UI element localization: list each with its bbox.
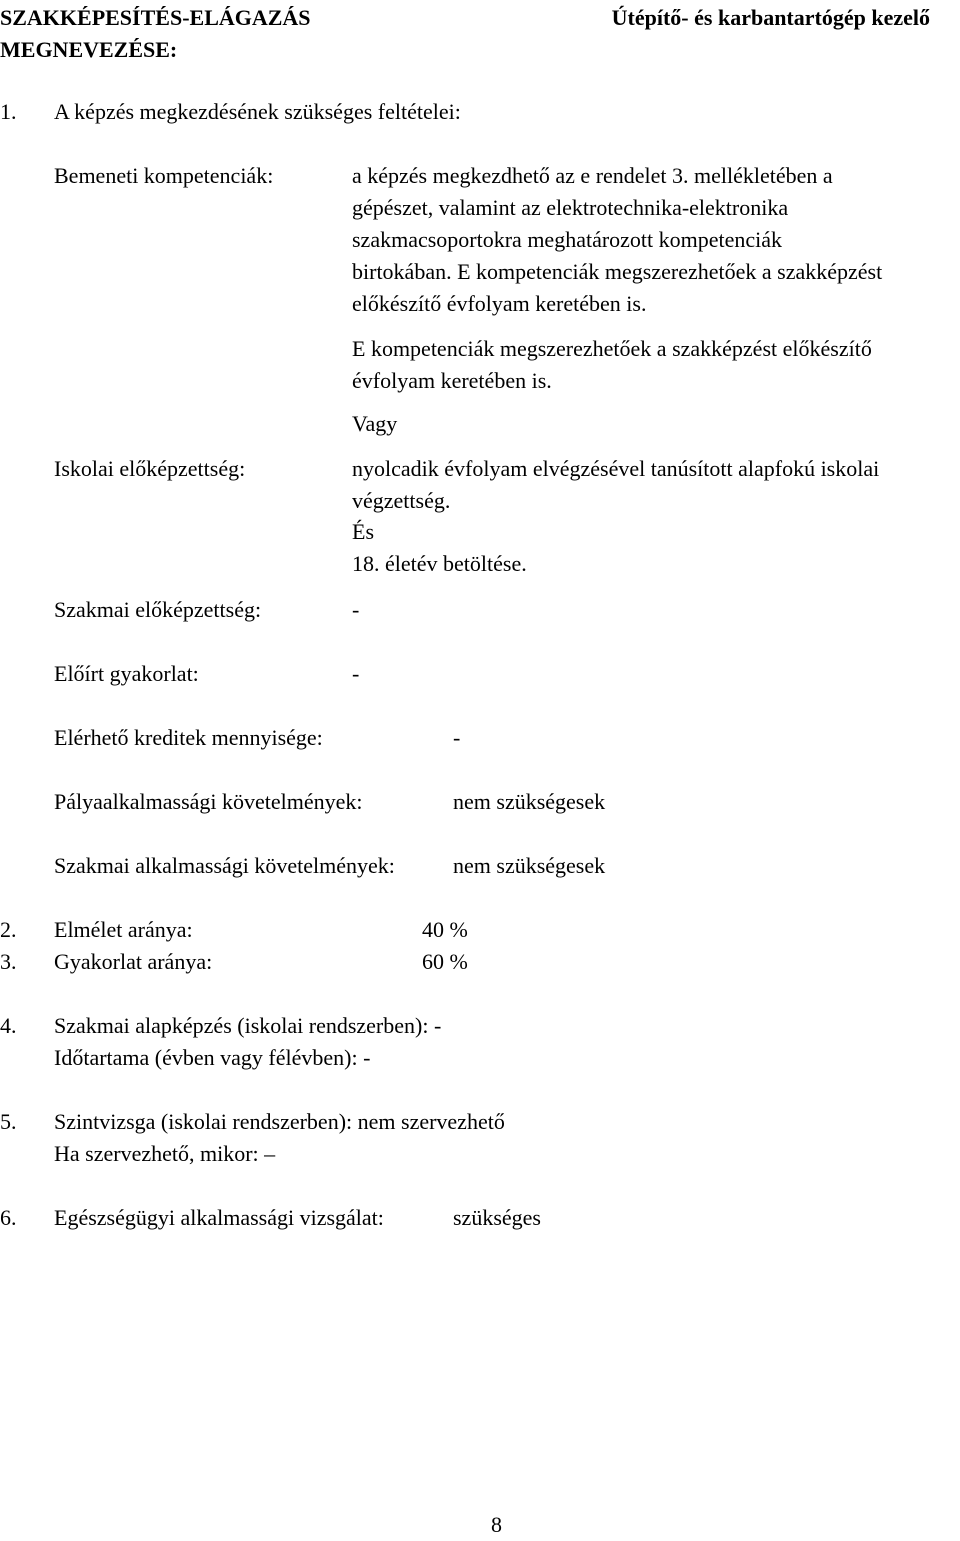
palyaalkalmassagi-label: Pályaalkalmassági követelmények: — [54, 789, 363, 814]
page-number: 8 — [491, 1512, 502, 1537]
section1-number: 1. — [0, 99, 17, 124]
section2-number: 2. — [0, 917, 17, 942]
bemeneti-line: előkészítő évfolyam keretében is. — [352, 291, 647, 316]
iskolai-line: évfolyam keretében is. — [352, 368, 552, 393]
eloirt-gyakorlat-label: Előírt gyakorlat: — [54, 661, 199, 686]
section3-number: 3. — [0, 949, 17, 974]
bemeneti-line: gépészet, valamint az elektrotechnika-elektronika — [352, 195, 789, 220]
szakmai-alkalmassagi-label: Szakmai alkalmassági követelmények: — [54, 853, 395, 878]
header-label-line2: MEGNEVEZÉSE: — [0, 37, 178, 62]
bemeneti-line: a képzés megkezdhető az e rendelet 3. mellékletében a — [352, 163, 833, 188]
section1-title: A képzés megkezdésének szükséges feltételei: — [54, 99, 461, 124]
iskolai-line: nyolcadik évfolyam elvégzésével tanúsított alapfokú iskolai — [352, 456, 880, 481]
header-label-line1: SZAKKÉPESÍTÉS-ELÁGAZÁS — [0, 5, 311, 30]
iskolai-line: 18. életév betöltése. — [352, 551, 527, 576]
szakmai-elokepzettseg-value: - — [352, 597, 360, 622]
bemeneti-line: szakmacsoportokra meghatározott kompetenciák — [352, 227, 783, 252]
szakmai-elokepzettseg-label: Szakmai előképzettség: — [54, 597, 262, 622]
bemeneti-label: Bemeneti kompetenciák: — [54, 163, 274, 188]
section3-label: Gyakorlat aránya: — [54, 949, 213, 974]
bemeneti-line: birtokában. E kompetenciák megszerezhetőek a szakképzést — [352, 259, 883, 284]
section5-number: 5. — [0, 1109, 17, 1134]
iskolai-vagy: Vagy — [352, 411, 398, 436]
section4-number: 4. — [0, 1013, 17, 1038]
section2-value: 40 % — [422, 917, 468, 942]
section3-value: 60 % — [422, 949, 468, 974]
iskolai-line: És — [352, 519, 374, 544]
section6-label: Egészségügyi alkalmassági vizsgálat: — [54, 1205, 384, 1230]
header-value: Útépítő- és karbantartógép kezelő — [611, 5, 930, 30]
section5-line1: Szintvizsga (iskolai rendszerben): nem szervezhető — [54, 1109, 505, 1134]
kreditek-value: - — [453, 725, 461, 750]
iskolai-line: végzettség. — [352, 488, 451, 513]
section6-value: szükséges — [453, 1205, 541, 1230]
szakmai-alkalmassagi-value: nem szükségesek — [453, 853, 606, 878]
section2-label: Elmélet aránya: — [54, 917, 193, 942]
section4-line2: Időtartama (évben vagy félévben): - — [54, 1045, 371, 1070]
iskolai-line: E kompetenciák megszerezhetőek a szakképzést előkészítő — [352, 336, 872, 361]
iskolai-label: Iskolai előképzettség: — [54, 456, 246, 481]
section6-number: 6. — [0, 1205, 17, 1230]
eloirt-gyakorlat-value: - — [352, 661, 360, 686]
section4-line1: Szakmai alapképzés (iskolai rendszerben): - — [54, 1013, 442, 1038]
section5-line2: Ha szervezhető, mikor: – — [54, 1141, 276, 1166]
palyaalkalmassagi-value: nem szükségesek — [453, 789, 606, 814]
kreditek-label: Elérhető kreditek mennyisége: — [54, 725, 323, 750]
